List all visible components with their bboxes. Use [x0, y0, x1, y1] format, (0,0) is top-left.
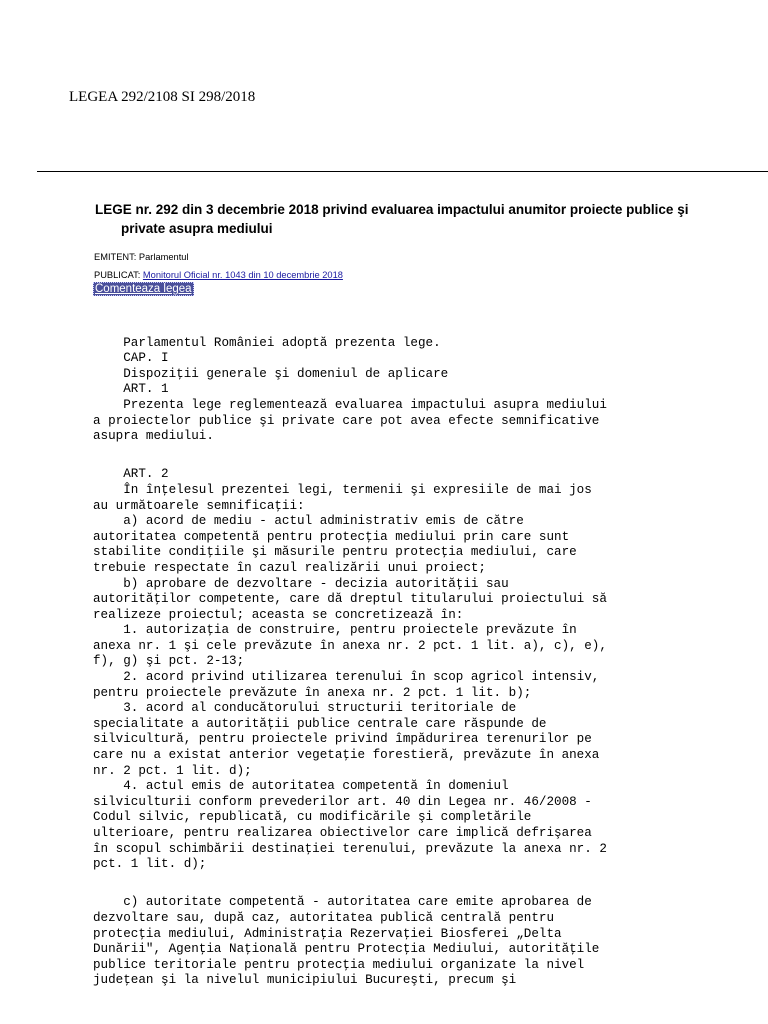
comment-law-link[interactable]: Comenteaza legea: [95, 283, 192, 295]
paragraph-art2: ART. 2 În înţelesul prezentei legi, termenii şi expresiile de mai jos au următoarele semnificaţii: a) acord de mediu - actul administrativ emis de către autoritatea competentă pentru protecţia mediului prin care sunt stabilite condiţiile şi măsurile pentru protecţia mediului, care trebuie respectate în cazul realizării unui proiect; b) aprobare de dezvoltare - decizia autorităţii sau autorităţilor competente, care dă dreptul titularului proiectului să realizeze proiectul; aceasta se concretizează în: 1. autorizaţia de construire, pentru proiectele prevăzute în anexa nr. 1 şi cele prevăzute în anexa nr. 2 pct. 1 lit. a), c), e), f), g) şi pct. 2-13; 2. acord privind utilizarea terenului în scop agricol intensiv, pentru proiectele prevăzute în anexa nr. 2 pct. 1 lit. b); 3. acord al conducătorului structurii teritoriale de specialitate a autorităţii publice centrale care răspunde de silvicultură, pentru proiectele privind împădurirea terenurilor pe care nu a existat anterior vegetaţie forestieră, prevăzute în anexa nr. 2 pct. 1 lit. d); 4. actul emis de autoritatea competentă în domeniul silviculturii conform prevederilor art. 40 din Legea nr. 46/2008 - Codul silvic, republicată, cu modificările şi completările ulterioare, pentru realizarea obiectivelor care implică defrişarea în scopul schimbării destinaţiei terenului, prevăzute la anexa nr. 2 pct. 1 lit. d);: [93, 467, 607, 872]
document-title: LEGEA 292/2108 SI 298/2018: [69, 89, 256, 105]
monitorul-oficial-link[interactable]: Monitorul Oficial nr. 1043 din 10 decembrie 2018: [142, 270, 343, 280]
law-heading: LEGE nr. 292 din 3 decembrie 2018 privind evaluarea impactului anumitor proiecte publice şi private asupra mediului: [95, 202, 689, 236]
horizontal-divider: [37, 171, 768, 172]
law-body-text: [93, 320, 765, 1005]
emitent-line: EMITENT: Parlamentul: [94, 252, 189, 262]
publicat-line: [94, 269, 343, 281]
publicat-label: PUBLICAT:: [94, 270, 143, 280]
paragraph-art2-c: c) autoritate competentă - autoritatea care emite aprobarea de dezvoltare sau, după caz, autoritatea publică centrală pentru protecţia mediului, Administraţia Rezervaţiei Biosferei „Delta Dunării", Agenţia Naţională pentru Protecţia Mediului, autorităţile publice teritoriale pentru protecţia mediului organizate la nivel judeţean şi la nivelul municipiului Bucureşti, precum şi: [93, 895, 600, 988]
paragraph-art1: Parlamentul României adoptă prezenta lege. CAP. I Dispoziţii generale şi domeniul de aplicare ART. 1 Prezenta lege reglementează evaluarea impactului asupra mediului a proiectelor publice şi private care pot avea efecte semnificative asupra mediului.: [93, 335, 607, 444]
